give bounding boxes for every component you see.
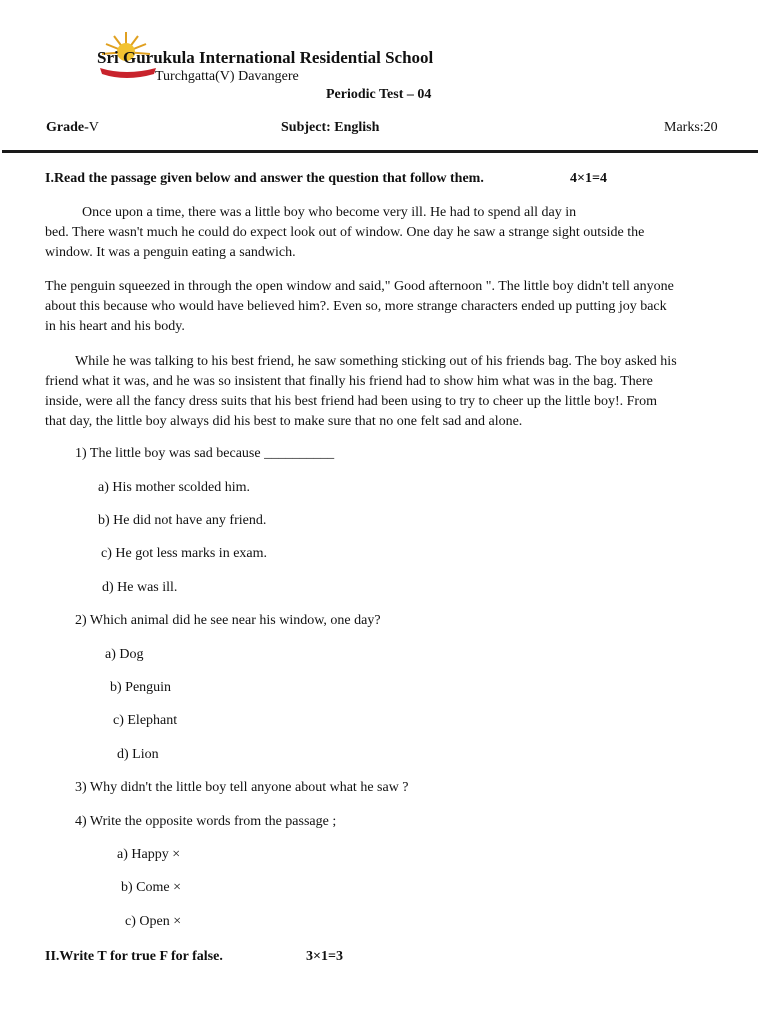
question-2-option-a: a) Dog — [105, 647, 144, 662]
question-4: 4) Write the opposite words from the passage ; — [75, 814, 337, 829]
header-divider — [2, 150, 758, 153]
passage-line: friend what it was, and he was so insistent that finally his friend had to show him what was in the bag. There — [45, 374, 653, 389]
passage-paragraph-2 — [45, 277, 725, 337]
school-name: Sri Gurukula International Residential School — [97, 48, 434, 67]
question-3: 3) Why didn't the little boy tell anyone about what he saw ? — [75, 780, 409, 795]
question-4-option-b: b) Come × — [121, 880, 181, 895]
grade-label: Grade- — [46, 120, 89, 135]
test-title: Periodic Test – 04 — [326, 87, 432, 102]
question-2: 2) Which animal did he see near his window, one day? — [75, 613, 381, 628]
question-1-option-d: d) He was ill. — [102, 580, 178, 595]
passage-line: bed. There wasn't much he could do expect look out of window. One day he saw a strange sight outside the — [45, 225, 645, 240]
section2-title: II.Write T for true F for false. — [45, 949, 223, 964]
passage-line: While he was talking to his best friend, he saw something sticking out of his friends bag. The boy asked his — [75, 354, 677, 369]
question-1: 1) The little boy was sad because __________ — [75, 446, 335, 461]
passage-line: window. It was a penguin eating a sandwich. — [45, 245, 296, 260]
grade-value: V — [88, 120, 99, 135]
question-2-option-b: b) Penguin — [110, 680, 172, 695]
passage-line: The penguin squeezed in through the open window and said," Good afternoon ". The little boy didn't tell anyone — [45, 279, 674, 294]
section2-marks: 3×1=3 — [306, 949, 343, 964]
passage-line: Once upon a time, there was a little boy who become very ill. He had to spend all day in — [82, 205, 577, 220]
passage-paragraph-1 — [45, 203, 725, 263]
section1-marks: 4×1=4 — [570, 171, 607, 186]
question-2-option-c: c) Elephant — [113, 713, 178, 728]
passage-line: that day, the little boy always did his best to make sure that no one felt sad and alone. — [45, 414, 523, 429]
question-4-option-c: c) Open × — [125, 914, 182, 929]
passage-paragraph-3 — [45, 352, 725, 432]
question-1-option-a: a) His mother scolded him. — [98, 480, 251, 495]
passage-line: in his heart and his body. — [45, 319, 185, 334]
question-1-option-b: b) He did not have any friend. — [98, 513, 267, 528]
question-1-option-c: c) He got less marks in exam. — [101, 546, 268, 561]
section1-title: I.Read the passage given below and answer the question that follow them. — [45, 171, 484, 186]
subject-info: Subject: English — [281, 120, 380, 135]
marks-info: Marks:20 — [664, 120, 718, 135]
passage-line: inside, were all the fancy dress suits that his best friend had been using to try to cheer up the little boy!. From — [45, 394, 657, 409]
question-4-option-a: a) Happy × — [117, 847, 181, 862]
passage-line: about this because who would have believed him?. Even so, more strange characters ended up putting joy back — [45, 299, 667, 314]
grade-info — [46, 120, 99, 136]
question-2-option-d: d) Lion — [117, 747, 159, 762]
school-address: Turchgatta(V) Davangere — [155, 69, 299, 84]
